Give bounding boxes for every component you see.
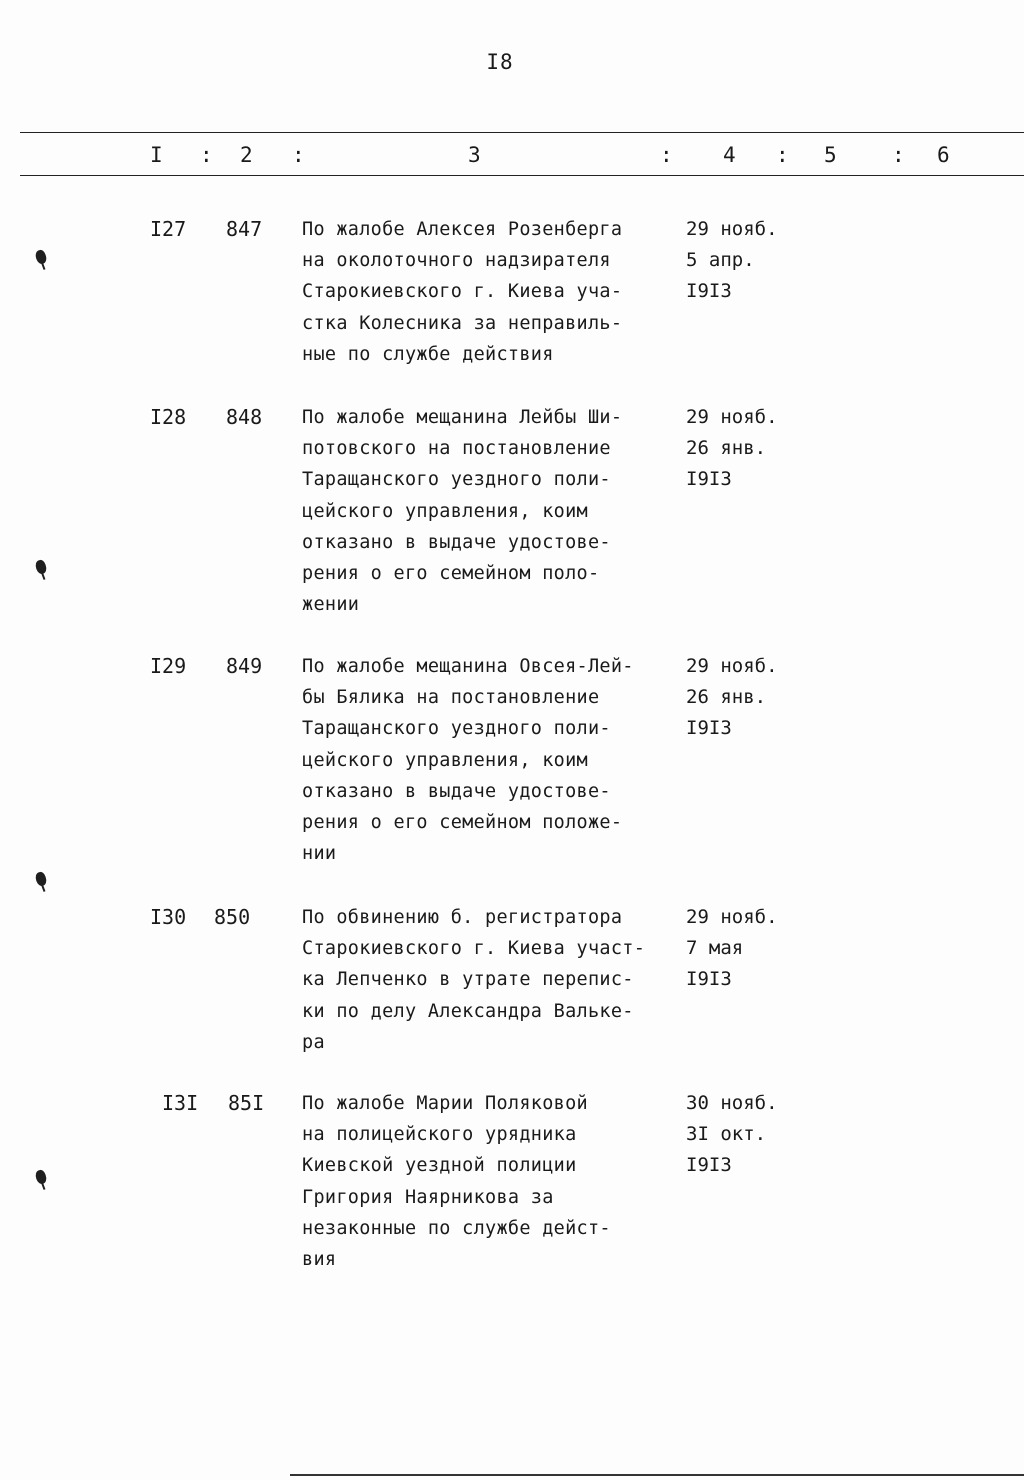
- date-year: I9I3: [686, 1154, 732, 1177]
- description-line: отказано в выдаче удостове-: [302, 780, 611, 802]
- description-line: на околоточного надзирателя: [302, 250, 611, 272]
- description-line: стка Колесника за неправиль-: [302, 312, 623, 334]
- column-header-3: 3: [468, 143, 481, 167]
- table-header-top-rule: [20, 132, 1024, 133]
- date-year: I9I3: [686, 717, 732, 740]
- description-line: потовского на постановление: [302, 438, 611, 460]
- description-line: нии: [302, 843, 337, 865]
- date-start: 29 нояб.: [686, 655, 778, 677]
- date-year: I9I3: [686, 968, 732, 991]
- binding-hole-mark: [34, 249, 48, 266]
- description-line: ра: [302, 1031, 325, 1053]
- description-line: По жалобе Марии Поляковой: [302, 1093, 588, 1114]
- record-description: [302, 402, 682, 620]
- date-end: 3I окт.: [686, 1123, 767, 1146]
- description-line: бы Бялика на постановление: [302, 687, 600, 709]
- column-header-2: 2: [240, 143, 253, 167]
- record-description: [302, 214, 682, 370]
- date-end: 7 мая: [686, 937, 744, 960]
- description-line: рения о его семейном поло-: [302, 563, 600, 585]
- column-separator: :: [200, 143, 213, 167]
- case-number: 850: [214, 905, 251, 929]
- column-header-4: 4: [723, 143, 736, 167]
- case-number: 848: [226, 405, 263, 429]
- date-end: 26 янв.: [686, 437, 767, 460]
- date-start: 29 нояб.: [686, 906, 778, 928]
- date-end: 5 апр.: [686, 249, 755, 272]
- column-separator: :: [776, 143, 789, 167]
- description-line: Таращанского уездного поли-: [302, 718, 611, 740]
- record-number: I29: [150, 654, 187, 678]
- column-header-6: 6: [937, 143, 950, 167]
- case-number: 85I: [228, 1091, 265, 1115]
- description-line: рения о его семейном положе-: [302, 812, 623, 834]
- binding-hole-mark: [34, 871, 48, 888]
- record-dates: [686, 1088, 806, 1182]
- case-number: 849: [226, 654, 263, 678]
- description-line: По жалобе Алексея Розенберга: [302, 219, 623, 240]
- date-year: I9I3: [686, 280, 732, 303]
- date-start: 30 нояб.: [686, 1092, 778, 1114]
- record-dates: [686, 214, 806, 308]
- record-description: [302, 1088, 682, 1275]
- record-number: I28: [150, 405, 187, 429]
- description-line: Старокиевского г. Киева участ-: [302, 938, 646, 960]
- table-header-bottom-rule: [20, 175, 1024, 176]
- description-line: на полицейского урядника: [302, 1124, 577, 1146]
- date-year: I9I3: [686, 468, 732, 491]
- column-header-5: 5: [824, 143, 837, 167]
- description-line: жении: [302, 594, 360, 616]
- case-number: 847: [226, 217, 263, 241]
- description-line: цейского управления, коим: [302, 749, 588, 771]
- page-number: I8: [486, 50, 514, 74]
- description-line: Киевской уездной полиции: [302, 1155, 577, 1177]
- record-description: [302, 902, 682, 1058]
- description-line: Таращанского уездного поли-: [302, 469, 611, 491]
- record-description: [302, 651, 682, 869]
- description-line: цейского управления, коим: [302, 500, 588, 522]
- record-number: I3I: [162, 1091, 199, 1115]
- description-line: Старокиевского г. Киева уча-: [302, 281, 623, 303]
- binding-hole-mark: [34, 559, 48, 576]
- record-dates: [686, 651, 806, 745]
- date-start: 29 нояб.: [686, 218, 778, 240]
- column-separator: :: [292, 143, 305, 167]
- description-line: По жалобе мещанина Овсея-Лей-: [302, 656, 634, 677]
- binding-hole-mark: [34, 1169, 48, 1186]
- description-line: незаконные по службе дейст-: [302, 1217, 611, 1239]
- description-line: ки по делу Александра Валькe-: [302, 1000, 634, 1022]
- page-bottom-edge: [290, 1474, 1024, 1476]
- record-number: I30: [150, 905, 187, 929]
- description-line: По обвинению б. регистратора: [302, 907, 623, 928]
- description-line: отказано в выдаче удостове-: [302, 531, 611, 553]
- record-dates: [686, 902, 806, 996]
- record-number: I27: [150, 217, 187, 241]
- description-line: ка Лепченко в утрате перепис-: [302, 969, 634, 991]
- column-header-1: I: [150, 143, 163, 167]
- description-line: Григория Наярникова за: [302, 1186, 554, 1208]
- column-separator: :: [660, 143, 673, 167]
- column-separator: :: [892, 143, 905, 167]
- description-line: вия: [302, 1249, 337, 1271]
- date-end: 26 янв.: [686, 686, 767, 709]
- date-start: 29 нояб.: [686, 406, 778, 428]
- record-dates: [686, 402, 806, 496]
- description-line: По жалобе мещанина Лейбы Ши-: [302, 407, 623, 428]
- description-line: ные по службе действия: [302, 343, 554, 365]
